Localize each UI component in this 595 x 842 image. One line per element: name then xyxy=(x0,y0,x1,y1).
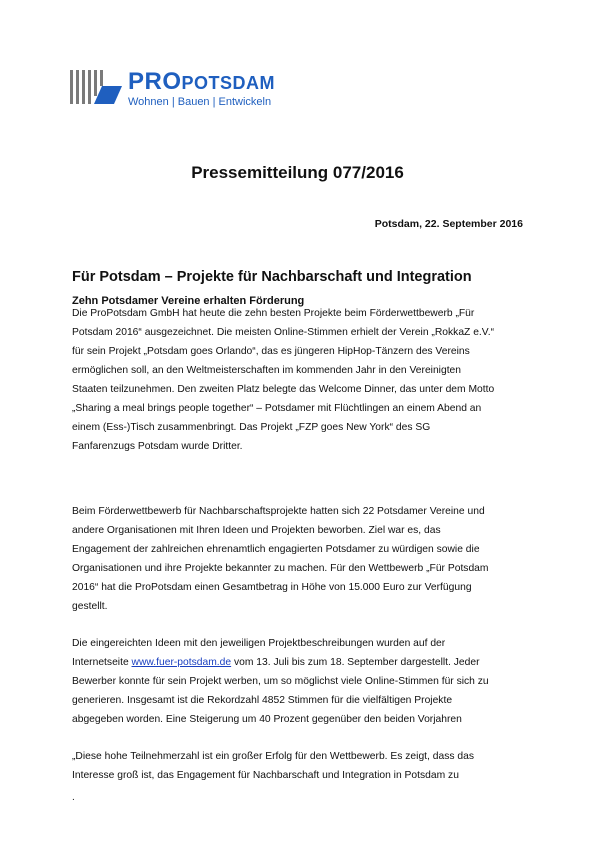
subheadline: Zehn Potsdamer Vereine erhalten Förderung xyxy=(72,295,305,307)
text-line: ermöglichen soll, an den Weltmeisterschaften im kommenden Jahr in den Vereinigten xyxy=(72,365,462,376)
text-line: Staaten teilzunehmen. Den zweiten Platz belegte das Welcome Dinner, das unter dem Motto xyxy=(72,384,495,395)
text-line: für sein Projekt „Potsdam goes Orlando“, das es jüngeren HipHop-Tänzern des Vereins xyxy=(72,346,470,357)
release-date: Potsdam, 22. September 2016 xyxy=(374,218,523,230)
paragraph-4 xyxy=(72,747,532,785)
footer-dot: . xyxy=(72,792,75,803)
text-line: „Sharing a meal brings people together“ – Potsdamer mit Flüchtlingen an einem Abend an xyxy=(72,403,482,414)
headline: Für Potsdam – Projekte für Nachbarschaft und Integration xyxy=(72,269,472,285)
paragraph-1 xyxy=(72,304,532,456)
paragraph-3 xyxy=(72,634,532,729)
text-fragment: vom 13. Juli bis zum 18. September dargestellt. Jeder xyxy=(231,657,480,668)
text-line: Organisationen und ihre Projekte bekannter zu machen. Für den Wettbewerb „Für Potsdam xyxy=(72,563,489,574)
text-line: Engagement der zahlreichen ehrenamtlich engagierten Potsdamer zu würdigen sowie die xyxy=(72,544,480,555)
text-line: 2016“ hat die ProPotsdam einen Gesamtbetrag in Höhe von 15.000 Euro zur Verfügung xyxy=(72,582,472,593)
logo-mark-icon xyxy=(70,68,124,108)
press-release-title: Pressemitteilung 077/2016 xyxy=(191,163,404,182)
text-line: einem (Ess-)Tisch zusammenbringt. Das Projekt „FZP goes New York“ des SG xyxy=(72,422,431,433)
paragraph-2 xyxy=(72,502,532,616)
text-line: Die eingereichten Ideen mit den jeweiligen Projektbeschreibungen wurden auf der xyxy=(72,638,446,649)
text-line: Potsdam 2016“ ausgezeichnet. Die meisten Online-Stimmen erhielt der Verein „RokkaZ e.V.“ xyxy=(72,327,494,338)
logo-brand-pro: PRO xyxy=(128,68,182,95)
text-line: abgegeben worden. Eine Steigerung um 40 Prozent gegenüber den beiden Vorjahren xyxy=(72,714,462,725)
text-line: Interesse groß ist, das Engagement für Nachbarschaft und Integration in Potsdam zu xyxy=(72,770,459,781)
text-line: „Diese hohe Teilnehmerzahl ist ein großer Erfolg für den Wettbewerb. Es zeigt, dass das xyxy=(72,751,474,762)
text-line: andere Organisationen mit Ihren Ideen und Projekten beworben. Ziel war es, das xyxy=(72,525,441,536)
text-line: Bewerber konnte für sein Projekt werben, um so möglichst viele Online-Stimmen für sich zu xyxy=(72,676,489,687)
propotsdam-logo xyxy=(70,68,310,113)
text-line: generieren. Insgesamt ist die Rekordzahl 4852 Stimmen für die vielfältigen Projekte xyxy=(72,695,453,706)
website-link[interactable]: www.fuer-potsdam.de xyxy=(131,657,232,668)
text-line: gestellt. xyxy=(72,601,108,612)
logo-brand-potsdam: POTSDAM xyxy=(181,73,276,93)
text-line: Beim Förderwettbewerb für Nachbarschaftsprojekte hatten sich 22 Potsdamer Vereine und xyxy=(72,506,485,517)
text-fragment: Internetseite xyxy=(72,657,132,668)
logo-brand xyxy=(128,68,275,96)
text-line: Fanfarenzugs Potsdam wurde Dritter. xyxy=(72,441,243,452)
logo-tagline: Wohnen | Bauen | Entwickeln xyxy=(128,96,272,108)
text-line xyxy=(72,653,532,672)
text-line: Die ProPotsdam GmbH hat heute die zehn besten Projekte beim Förderwettbewerb „Für xyxy=(72,308,475,319)
